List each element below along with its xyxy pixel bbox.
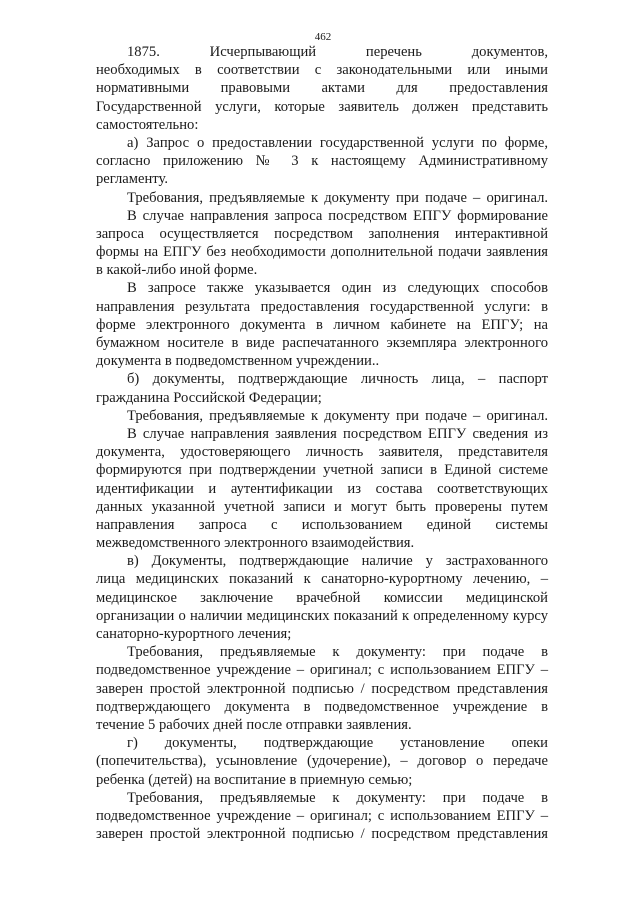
text-line: Требования, предъявляемые к документу: при подаче в <box>127 644 548 661</box>
paragraph-1875-header <box>96 43 548 134</box>
text-line: документа в подведомственном учреждении.. <box>96 353 380 370</box>
text-line: Государственной услуги, которые заявитель должен представить <box>96 98 548 115</box>
text-line: форме электронного документа в личном кабинете на ЕПГУ; на <box>96 316 548 333</box>
text-line: В запросе также указывается один из следующих способов <box>127 280 548 297</box>
paragraph-requirements <box>96 407 548 425</box>
text-line: б) документы, подтверждающие личность лица, – паспорт <box>127 371 548 388</box>
paragraph-requirements-submission <box>96 789 548 844</box>
paragraph-requirements <box>96 189 548 207</box>
text-line: В случае направления заявления посредством ЕПГУ сведения из <box>127 425 548 442</box>
text-line: формируются при подтверждении учетной записи в Единой системе <box>96 462 548 479</box>
text-line: бумажном носителе в виде распечатанного экземпляра электронного <box>96 335 548 351</box>
text-line: согласно приложению № 3 к настоящему Административному <box>96 153 548 170</box>
paragraph-item-g <box>96 734 548 789</box>
text-line: формы на ЕПГУ без необходимости дополнительной подачи заявления <box>96 244 548 261</box>
text-line: Требования, предъявляемые к документу при подаче – оригинал. <box>127 407 548 424</box>
text-line: г) документы, подтверждающие установление опеки <box>127 735 548 752</box>
text-line: организации о наличии медицинских показаний к определенному курсу <box>96 607 548 624</box>
text-line: заверен простой электронной подписью / посредством представления <box>96 826 548 843</box>
text-line: необходимых в соответствии с законодательными или иными <box>96 62 548 79</box>
text-line: межведомственного электронного взаимодействия. <box>96 535 415 552</box>
text-line: в) Документы, подтверждающие наличие у застрахованного <box>127 553 548 570</box>
text-line: ребенка (детей) на воспитание в приемную семью; <box>96 771 413 788</box>
text-line: направления запроса с использованием единой системы <box>96 516 548 533</box>
text-line: подтверждающего документа в подведомственное учреждение в <box>96 698 548 715</box>
text-line: направления результата предоставления государственной услуги: в <box>96 298 548 315</box>
text-line: подведомственное учреждение – оригинал; с использованием ЕПГУ – <box>96 662 548 679</box>
paragraph-result-method <box>96 279 548 370</box>
paragraph-epgu-identity <box>96 425 548 552</box>
paragraph-item-a <box>96 134 548 189</box>
text-line: медицинское заключение врачебной комиссии медицинской <box>96 589 548 606</box>
text-line: подведомственное учреждение – оригинал; с использованием ЕПГУ – <box>96 807 548 824</box>
text-line: документа, удостоверяющего личность заявителя, представителя <box>96 444 548 461</box>
text-line: самостоятельно: <box>96 116 199 133</box>
paragraph-requirements-submission <box>96 643 548 734</box>
text-line: а) Запрос о предоставлении государственной услуги по форме, <box>127 134 548 151</box>
paragraph-epgu-request <box>96 207 548 280</box>
text-line: 1875. Исчерпывающий перечень документов, <box>127 44 548 60</box>
text-line: В случае направления запроса посредством ЕПГУ формирование <box>127 207 548 224</box>
text-line: течение 5 рабочих дней после отправки заявления. <box>96 716 412 733</box>
text-line: лица медицинских показаний к санаторно-курортному лечению, – <box>96 571 548 588</box>
text-line: (попечительства), усыновление (удочерение), – договор о передаче <box>96 753 548 770</box>
text-line: Требования, предъявляемые к документу: при подаче в <box>127 789 548 806</box>
text-line: нормативными правовыми актами для предоставления <box>96 80 548 97</box>
text-line: запроса осуществляется посредством заполнения интерактивной <box>96 225 548 242</box>
text-line: идентификации и аутентификации из состава соответствующих <box>96 480 548 497</box>
text-line: гражданина Российской Федерации; <box>96 389 322 406</box>
text-line: санаторно-курортного лечения; <box>96 626 292 642</box>
text-line: данных указанной учетной записи и могут быть проверены путем <box>96 498 548 515</box>
paragraph-item-v <box>96 552 548 643</box>
text-line: Требования, предъявляемые к документу при подаче – оригинал. <box>127 189 548 206</box>
paragraph-item-b <box>96 370 548 406</box>
page-number: 462 <box>314 31 332 43</box>
text-line: в какой-либо иной форме. <box>96 262 258 279</box>
text-line: регламенту. <box>96 171 168 188</box>
text-line: заверен простой электронной подписью / посредством представления <box>96 680 548 697</box>
document-body <box>96 43 548 843</box>
